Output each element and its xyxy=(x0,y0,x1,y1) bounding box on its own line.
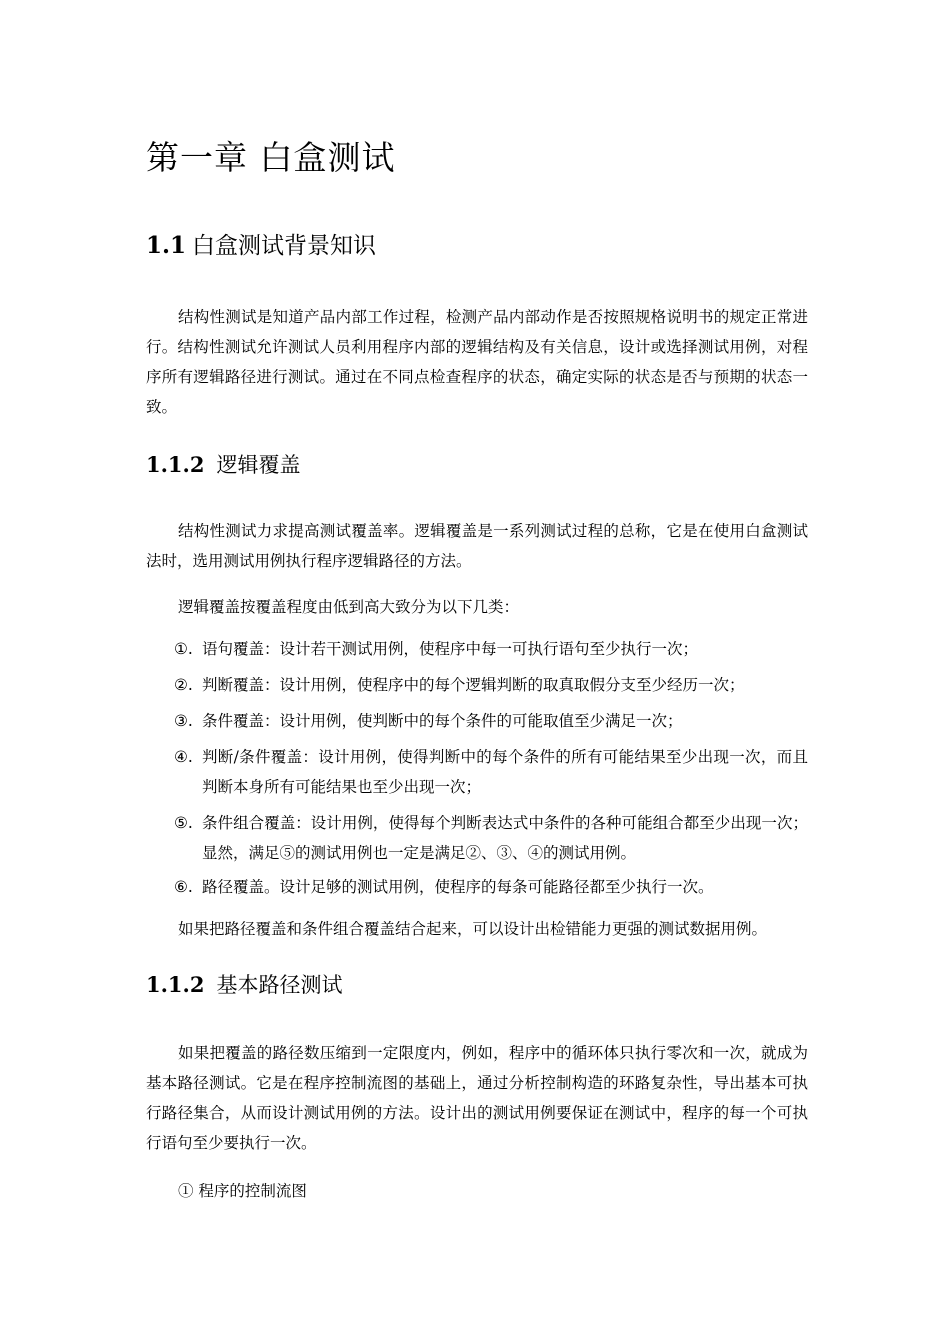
section-heading-1-1 xyxy=(146,230,376,262)
section-title: 逻辑覆盖 xyxy=(216,453,301,477)
list-item-decision-coverage xyxy=(174,670,808,700)
list-item-text: 判断覆盖：设计用例，使程序中的每个逻辑判断的取真取假分支至少经历一次； xyxy=(202,676,745,694)
list-marker: ⑤. xyxy=(174,814,193,832)
chapter-title: 第一章 白盒测试 xyxy=(146,138,396,177)
list-marker: ⑥. xyxy=(174,878,193,896)
section-number: 1.1.2 xyxy=(146,452,205,477)
list-item-condition-coverage xyxy=(174,706,808,736)
paragraph-coverage-conclusion: 如果把路径覆盖和条件组合覆盖结合起来，可以设计出检错能力更强的测试数据用例。 xyxy=(178,920,768,938)
section-title: 白盒测试背景知识 xyxy=(192,233,377,259)
section-heading-logic-coverage xyxy=(146,450,300,480)
list-item-decision-condition-coverage xyxy=(174,742,808,802)
paragraph-structural-testing: 结构性测试是知道产品内部工作过程，检测产品内部动作是否按照规格说明书的规定正常进行。结构性测试允许测试人员利用程序内部的逻辑结构及有关信息，设计或选择测试用例，对程序所有逻辑路径进行测试。通过在不同点检查程序的状态，确定实际的状态是否与预期的状态一致。 xyxy=(146,308,808,416)
list-marker: ③. xyxy=(174,712,193,730)
list-item-text: 判断/条件覆盖：设计用例，使得判断中的每个条件的所有可能结果至少出现一次，而且判断本身所有可能结果也至少出现一次； xyxy=(202,748,808,796)
list-item-text: 条件组合覆盖：设计用例，使得每个判断表达式中条件的各种可能组合都至少出现一次；显然，满足⑤的测试用例也一定是满足②、③、④的测试用例。 xyxy=(202,814,808,862)
list-marker: ②. xyxy=(174,676,193,694)
paragraph-basis-path-testing: 如果把覆盖的路径数压缩到一定限度内，例如，程序中的循环体只执行零次和一次，就成为基本路径测试。它是在程序控制流图的基础上，通过分析控制构造的环路复杂性，导出基本可执行路径集合，从而设计测试用例的方法。设计出的测试用例要保证在测试中，程序的每一个可执行语句至少要执行一次。 xyxy=(146,1044,808,1152)
section-number: 1.1.2 xyxy=(146,972,205,997)
section-title: 基本路径测试 xyxy=(216,973,343,997)
list-marker: ①. xyxy=(174,640,193,658)
list-item-text: 语句覆盖：设计若干测试用例，使程序中每一可执行语句至少执行一次； xyxy=(202,640,699,658)
paragraph-logic-coverage: 结构性测试力求提高测试覆盖率。逻辑覆盖是一系列测试过程的总称，它是在使用白盒测试法时，选用测试用例执行程序逻辑路径的方法。 xyxy=(146,522,808,570)
list-item-control-flow-graph: ① 程序的控制流图 xyxy=(178,1182,307,1200)
list-item-condition-combination-coverage xyxy=(174,808,808,868)
list-item-path-coverage xyxy=(174,872,808,902)
list-item-statement-coverage xyxy=(174,634,808,664)
section-number: 1.1 xyxy=(146,232,187,259)
paragraph-coverage-intro: 逻辑覆盖按覆盖程度由低到高大致分为以下几类： xyxy=(178,598,520,616)
list-marker: ④. xyxy=(174,748,193,766)
section-heading-basis-path-testing xyxy=(146,970,342,1000)
list-item-text: 路径覆盖。设计足够的测试用例，使程序的每条可能路径都至少执行一次。 xyxy=(202,878,714,896)
list-item-text: 条件覆盖：设计用例，使判断中的每个条件的可能取值至少满足一次； xyxy=(202,712,683,730)
